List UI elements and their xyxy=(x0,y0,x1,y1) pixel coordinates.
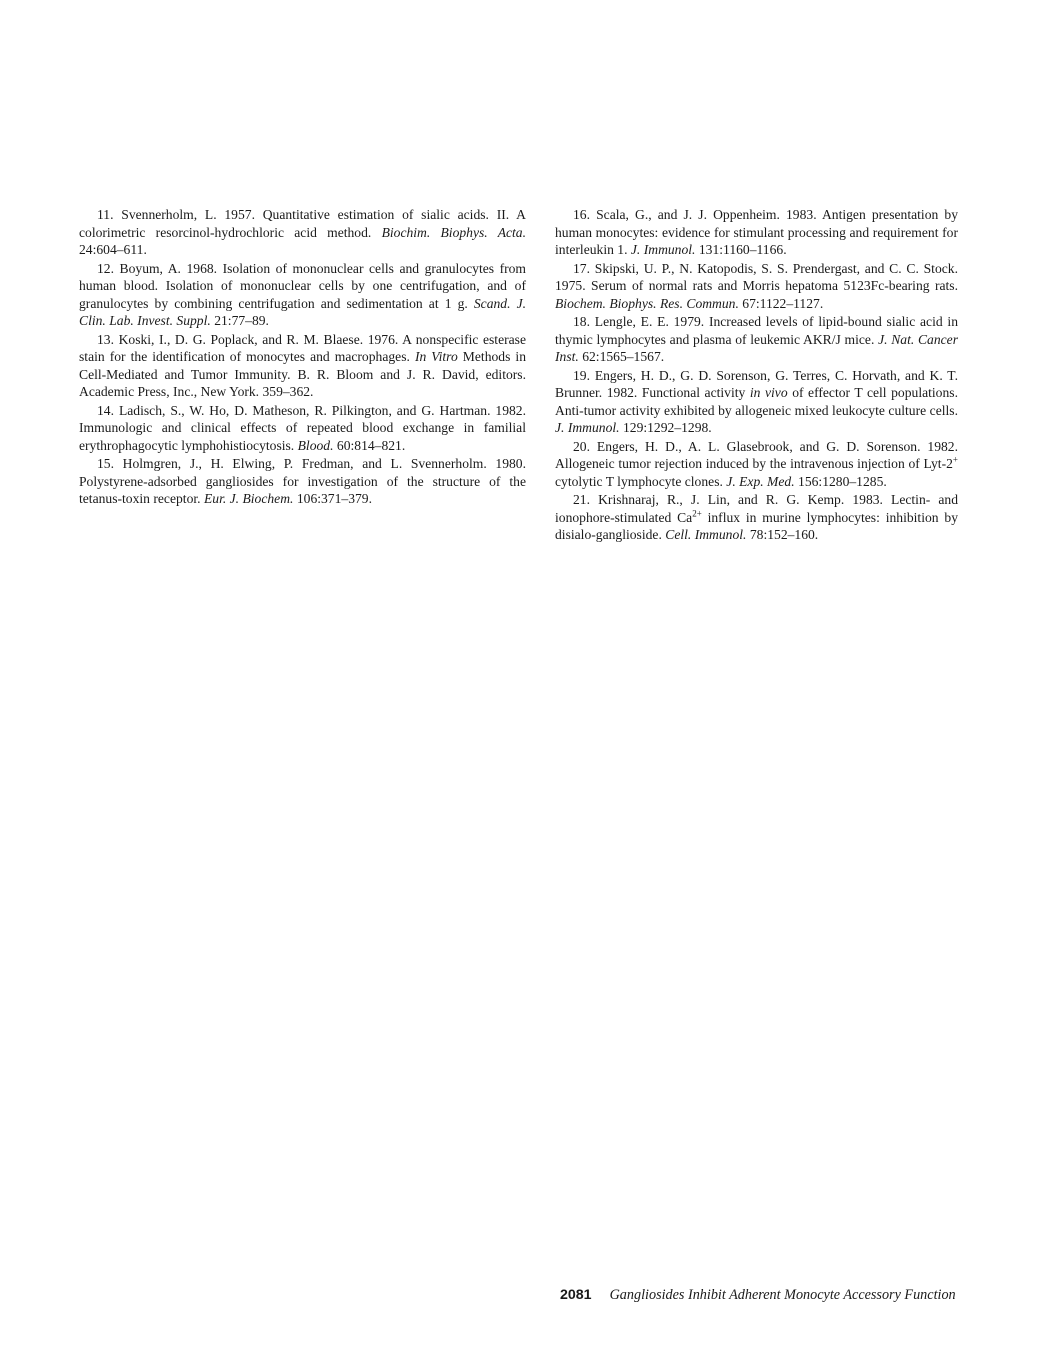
references-right-column xyxy=(555,206,958,545)
running-title: Gangliosides Inhibit Adherent Monocyte Accessory Function xyxy=(609,1287,956,1303)
reference-14: 14. Ladisch, S., W. Ho, D. Matheson, R. Pilkington, and G. Hartman. 1982. Immunologic and clinical effects of repeated blood exchange in familial erythrophagocytic lymphohistiocytosis. Blood. 60:814–821. xyxy=(79,402,526,453)
reference-16: 16. Scala, G., and J. J. Oppenheim. 1983. Antigen presentation by human monocytes: evidence for stimulant processing and requirement for interleukin 1. J. Immunol. 131:1160–1166. xyxy=(555,207,958,257)
references-left-column xyxy=(79,206,526,509)
reference-21: 21. Krishnaraj, R., J. Lin, and R. G. Kemp. 1983. Lectin- and ionophore-stimulated $Ca^{2+}$ influx in murine lymphocytes: inhibition by disialo-ganglioside. Cell. Immunol. 78:152–160. xyxy=(555,492,958,542)
reference-12: 12. Boyum, A. 1968. Isolation of mononuclear cells and granulocytes from human blood. Isolation of mononuclear cells by one centrifugation, and of granulocytes by combining centrifugation and sedimentation at 1 g. Scand. J. Clin. Lab. Invest. Suppl. 21:77–89. xyxy=(79,260,527,328)
page-number: 2081 xyxy=(560,1287,592,1303)
reference-19: 19. Engers, H. D., G. D. Sorenson, G. Terres, C. Horvath, and K. T. Brunner. 1982. Functional activity in vivo of effector T cell populations. Anti-tumor activity exhibited by allogeneic mixed leukocyte culture cells. J. Immunol. 129:1292–1298. xyxy=(555,367,958,435)
reference-20: 20. Engers, H. D., A. L. Glasebrook, and G. D. Sorenson. 1982. Allogeneic tumor rejection induced by the intravenous injection of Lyt-2+ cytolytic T lymphocyte clones. J. Exp. Med. 156:1280–1285. xyxy=(555,438,958,489)
page-footer xyxy=(560,1287,965,1304)
reference-18: 18. Lengle, E. E. 1979. Increased levels of lipid-bound sialic acid in thymic lymphocytes and plasma of leukemic AKR/J mice. J. Nat. Cancer Inst. 62:1565–1567. xyxy=(555,314,958,364)
reference-13: 13. Koski, I., D. G. Poplack, and R. M. Blaese. 1976. A nonspecific esterase stain for the identification of monocytes and macrophages. In Vitro Methods in Cell-Mediated and Tumor Immunity. B. R. Bloom and J. R. David, editors. Academic Press, Inc., New York. 359–362. xyxy=(79,331,526,399)
reference-11: 11. Svennerholm, L. 1957. Quantitative estimation of sialic acids. II. A colorimetric resorcinol-hydrochloric acid method. Biochim. Biophys. Acta. 24:604–611. xyxy=(79,207,526,257)
reference-15: 15. Holmgren, J., H. Elwing, P. Fredman, and L. Svennerholm. 1980. Polystyrene-adsorbed gangliosides for investigation of the structure of the tetanus-toxin receptor. Eur. J. Biochem. 106:371–379. xyxy=(79,456,526,506)
reference-17: 17. Skipski, U. P., N. Katopodis, S. S. Prendergast, and C. C. Stock. 1975. Serum of normal rats and Morris hepatoma 5123Fc-bearing rats. Biochem. Biophys. Res. Commun. 67:1122–1127. xyxy=(555,260,958,311)
